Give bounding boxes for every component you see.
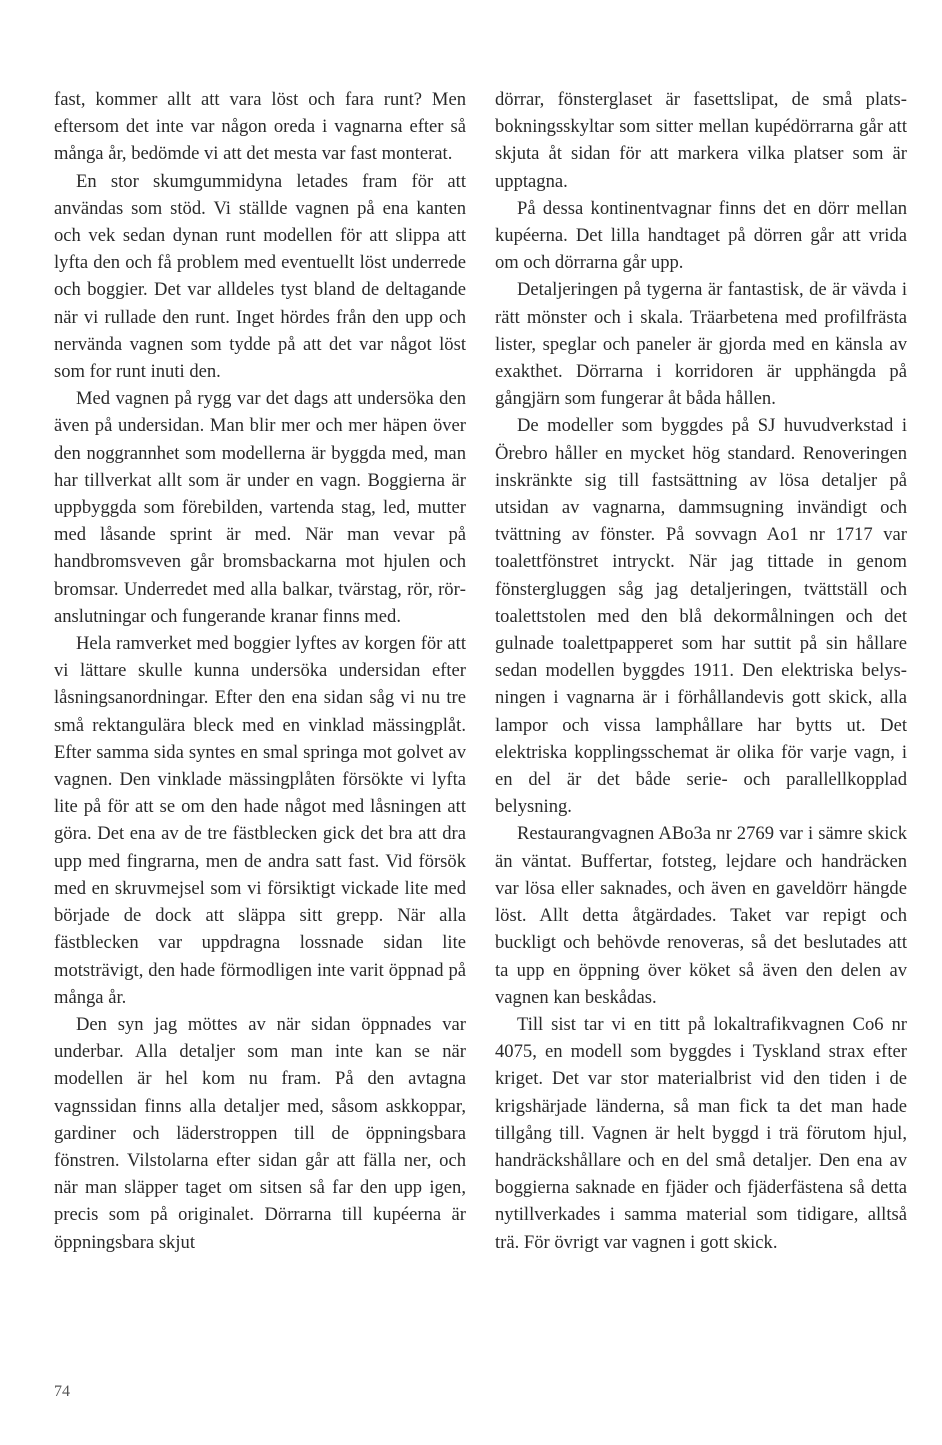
left-column <box>54 86 466 1256</box>
page-number: 74 <box>54 1383 70 1400</box>
paragraph: På dessa kontinentvagnar finns det en dörr mellan kupéerna. Det lilla handtaget på dörren går att vrida om och dörrarna går upp. <box>495 197 907 274</box>
paragraph: Med vagnen på rygg var det dags att undersöka den även på undersidan. Man blir mer och mer häpen över den noggrannhet som modellerna är byggda med, man har tillverkat allt som är under en vagn. Boggierna är uppbyggda som förebilden, vartenda stag, led, mutter med låsande sprint är med. När man vevar på handbromsveven går bromsbackarna mot hjulen och bromsar. Underredet med alla balkar, tvärstag, rör, röranslutningar och fungerande kranar finns med. <box>54 388 466 627</box>
paragraph: Till sist tar vi en titt på lokaltrafikvagnen Co6 nr 4075, en modell som byggdes i Tyskland strax efter kriget. Det var stor materialbrist vid den tiden i de krigshärjade länderna, så man fick ta det man hade tillgång till. Vagnen är helt byggd i trä förutom hjul, handräckshållare och en del små detaljer. Den ena av boggierna saknade en fjäder och fjäderfästena så detta nytillverkades i samma material som tidigare, alltså trä. För övrigt var vagnen i gott skick. <box>495 1013 907 1253</box>
paragraph: Detaljeringen på tygerna är fantastisk, de är vävda i rätt mönster och i skala. Träarbetena med profilfrästa lister, speglar och paneler är gjorda med en känsla av exakthet. Dörrarna i korridoren är upphängda på gångjärn som fungerar åt båda hållen. <box>495 279 907 410</box>
paragraph: Den syn jag möttes av när sidan öppnades var underbar. Alla detaljer som man inte kan se när modellen är hel kom nu fram. På den avtagna vagnssidan finns alla detaljer med, såsom askkoppar, gardiner och läderstroppen till de öppningsbara fönstren. Vilstolarna efter sidan går att fälla ner, och när man släpper taget om sitsen så far den upp igen, precis som på originalet. Dörrarna till kupéerna är öppningsbara skjut <box>54 1013 466 1253</box>
paragraph: fast, kommer allt att vara löst och fara runt? Men eftersom det inte var någon oreda i vagnarna efter så många år, bedömde vi att det mesta var fast monterat. <box>54 89 466 165</box>
paragraph: Restaurangvagnen ABo3a nr 2769 var i sämre skick än väntat. Buffertar, fotsteg, lejdare och handräcken var lösa eller saknades, och även en gaveldörr hängde löst. Allt detta åtgärdades. Taket var repigt och buckligt och behövde renoveras, så det beslutades att ta upp en öppning över köket så även den delen av vagnen kan beskådas. <box>495 823 907 1008</box>
right-column <box>495 86 907 1256</box>
paragraph: dörrar, fönsterglaset är fasettslipat, de små platsbokningsskyltar som sitter mellan kupédörrarna går att skjuta åt sidan för att markera vilka platser som är upptagna. <box>495 89 907 192</box>
paragraph: Hela ramverket med boggier lyftes av korgen för att vi lättare skulle kunna undersöka undersidan efter låsningsanordningar. Efter den ena sidan såg vi nu tre små rektangulära bleck med en vinklad mässingplåt. Efter samma sida syntes en smal springa mot golvet av vagnen. Den vinklade mässingplåten försökte vi lyfta lite på för att se om den hade något med låsningen att göra. Det ena av de tre fästblecken gick det bra att dra upp med fingrarna, men de andra satt fast. Vid försök med en skruvmejsel som vi försiktigt vickade lite med började de dock att släppa sitt grepp. När alla fästblecken var uppdragna lossnade sidan lite motsträvigt, den hade förmodligen inte varit öppnad på många år. <box>54 633 466 1008</box>
paragraph: De modeller som byggdes på SJ huvudverkstad i Örebro håller en mycket hög standard. Renoveringen inskränkte sig till fastsättning av lösa detaljer på utsidan av vagnarna, dammsugning invändigt och tvättning av fönster. På sovvagn Ao1 nr 1717 var toalettfönstret intryckt. När jag tittade in genom fönstergluggen såg jag detaljeringen, tvättställ och toalettstolen med den blå dekormålningen och det gulnade toalettpapperet som har suttit på sin hållare sedan modellen byggdes 1911. Den elektriska belysningen i vagnarna är i förhållandevis gott skick, alla lampor och vissa lamphållare har bytts ut. Det elektriska kopplingsschemat är olika för varje vagn, i en del är det både serie- och parallellkopplad belysning. <box>495 415 907 818</box>
paragraph: En stor skumgummidyna letades fram för att användas som stöd. Vi ställde vagnen på ena kanten och vek sedan dynan runt modellen för att slippa att lyfta den och få problem med eventuellt löst underrede och boggier. Det var alldeles tyst bland de deltagande när vi rullade den runt. Inget hördes från den upp och nervända vagnen som tydde på att det var något löst som for runt inuti den. <box>54 170 466 383</box>
